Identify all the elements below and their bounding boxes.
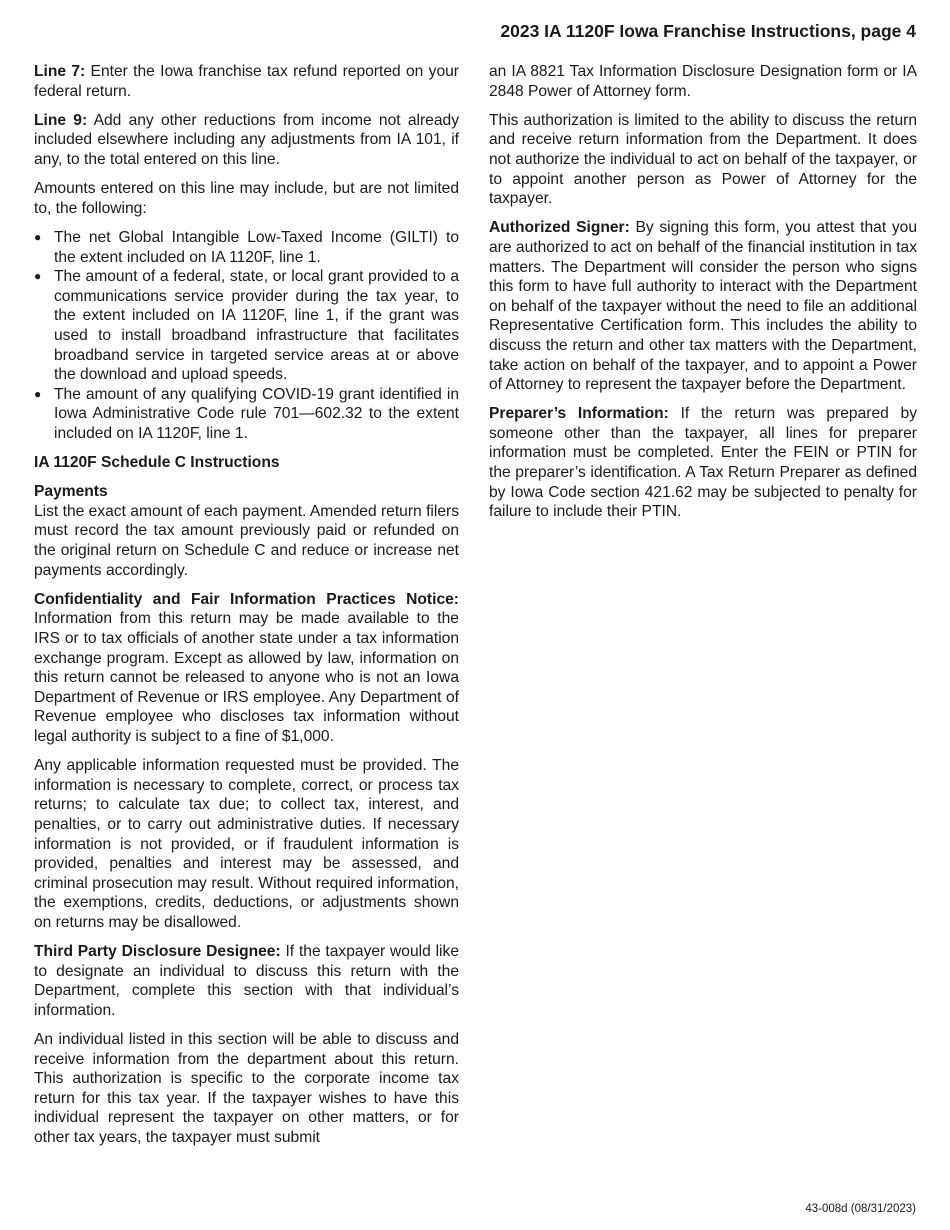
- list-item: [34, 267, 459, 385]
- amounts-intro: Amounts entered on this line may include, but are not limited to, the following:: [34, 180, 459, 217]
- bullet-icon: ●: [34, 229, 42, 244]
- confidentiality-label: Confidentiality and Fair Information Practices Notice:: [34, 590, 459, 608]
- preparer-paragraph: [489, 404, 917, 522]
- signer-text: By signing this form, you attest that you are authorized to act on behalf of the financial institution in tax matters. The Department will consider the person who signs this form to have full authority to interact with the Department on behalf of the taxpayer without the need to file an additional Representative Certification form. This includes the ability to discuss the return and other tax matters with the Department, take action on behalf of the taxpayer, and to appoint a Power of Attorney to represent the taxpayer before the Department.: [489, 219, 917, 394]
- schedule-c-heading: IA 1120F Schedule C Instructions: [34, 454, 280, 472]
- line9-text: Add any other reductions from income not already included elsewhere including any adjustments from IA 101, if any, to the total entered on this line.: [34, 111, 460, 168]
- line7-text: Enter the Iowa franchise tax refund reported on your federal return.: [34, 63, 459, 100]
- line7-paragraph: [34, 62, 459, 101]
- payments-heading: Payments: [34, 483, 108, 501]
- signer-label: Authorized Signer:: [489, 219, 630, 237]
- left-column: [34, 62, 459, 1157]
- list-item-text: The amount of a federal, state, or local grant provided to a communications service provider during the tax year, to the extent included on IA 1120F, line 1, if the grant was used to install broadband infrastructure that facilitates broadband service in targeted service areas at or above the download and upload speeds.: [54, 268, 459, 384]
- third-party-paragraph: [34, 942, 459, 1020]
- list-item: [34, 228, 459, 267]
- payments-text: List the exact amount of each payment. Amended return filers must record the tax amount previously paid or refunded on the original return on Schedule C and reduce or increase net payments accordingly.: [34, 502, 459, 579]
- page-header-title: 2023 IA 1120F Iowa Franchise Instructions, page 4: [500, 21, 916, 41]
- payments-paragraph: [34, 482, 459, 580]
- preparer-text: If the return was prepared by someone other than the taxpayer, all lines for preparer information must be completed. Enter the FEIN or PTIN for the preparer’s identification. A Tax Return Preparer as defined by Iowa Code section 421.62 may be subjected to penalty for failure to include their PTIN.: [489, 405, 918, 521]
- confidentiality-paragraph: [34, 590, 459, 747]
- applicable-paragraph: Any applicable information requested must be provided. The information is necessary to complete, correct, or process tax returns; to calculate tax due; to collect tax, interest, and penalties, or to carry out administrative duties. If necessary information is not provided, or if fraudulent information is provided, penalties and interest may be assessed, and criminal prosecution may result. Without required information, the exemptions, credits, deductions, or adjustments shown on returns may be disallowed.: [34, 757, 459, 931]
- line7-label: Line 7:: [34, 63, 86, 80]
- line9-paragraph: [34, 111, 459, 170]
- signer-paragraph: [489, 218, 917, 394]
- reductions-list: [34, 228, 459, 444]
- right-column: [489, 62, 917, 531]
- limited-paragraph: This authorization is limited to the ability to discuss the return and receive return information from the Department. It does not authorize the individual to act on behalf of the taxpayer, or to appoint another person as Power of Attorney for the taxpayer.: [489, 111, 917, 208]
- bullet-icon: ●: [34, 269, 42, 284]
- third-party-label: Third Party Disclosure Designee:: [34, 943, 281, 961]
- third-party-text: If the taxpayer would like to designate an individual to discuss this return with the Department, complete this section with that individual’s information.: [34, 943, 459, 1019]
- list-item-text: The amount of any qualifying COVID-19 grant identified in Iowa Administrative Code rule 701—602.32 to the extent included on IA 1120F, line 1.: [54, 385, 459, 442]
- preparer-label: Preparer’s Information:: [489, 405, 669, 423]
- individual-paragraph: An individual listed in this section will be able to discuss and receive information from the department about this return. This authorization is specific to the corporate income tax return for this tax year. If the taxpayer wishes to have this individual represent the taxpayer on other matters, or for other tax years, the taxpayer must submit: [34, 1031, 459, 1147]
- confidentiality-text: Information from this return may be made available to the IRS or to tax officials of another state under a tax information exchange program. Except as allowed by law, information on this return cannot be released to anyone who is not an Iowa Department of Revenue or IRS employee. Any Department of Revenue employee who discloses tax information without legal authority is subject to a fine of $1,000.: [34, 610, 459, 745]
- bullet-icon: ●: [34, 386, 42, 401]
- form-id: 43-008d (08/31/2023): [805, 1203, 916, 1215]
- list-item: [34, 385, 459, 444]
- continuation-paragraph: an IA 8821 Tax Information Disclosure Designation form or IA 2848 Power of Attorney form.: [489, 63, 917, 100]
- list-item-text: The net Global Intangible Low-Taxed Income (GILTI) to the extent included on IA 1120F, line 1.: [54, 228, 459, 266]
- line9-label: Line 9:: [34, 111, 88, 129]
